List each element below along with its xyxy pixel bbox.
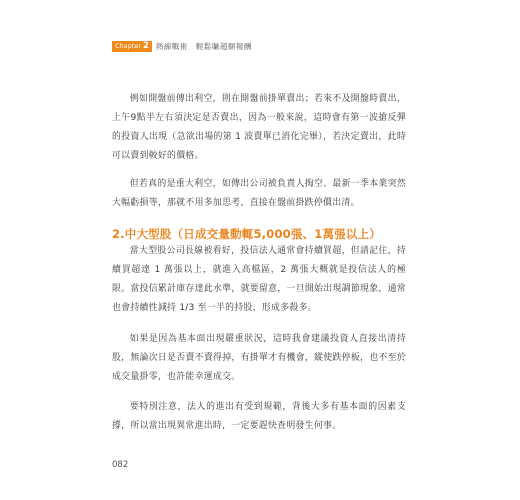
section-heading: 2.中大型股（日成交量動輒5,000張、1萬張以上） xyxy=(112,227,381,241)
running-header xyxy=(112,41,252,52)
chapter-number: 2 xyxy=(143,41,149,51)
chapter-label: Chapter xyxy=(115,42,141,50)
chapter-tag xyxy=(112,41,152,52)
body-paragraph-1: 例如開盤前傳出利空，則在開盤前掛單賣出；若來不及開盤時賣出，上午9點半左右須決定是否賣出，因為一般來說，這時會有第一波搶反彈的投資人出現（急欲出場的第 1 波賣單已消化完畢），若決定賣出，此時可以賣到較好的價格。 xyxy=(112,94,406,161)
body-paragraph-3: 當大型股公司長線被看好，投信法人通常會持續買超，但請記住，持續買超達 1 萬張以上，就進入高檔區，2 萬張大概就是投信法人的極限。當投信累計庫存達此水準，就要留意，一旦開始出現調節現象，通常也會持續性減持 1/3 至一半的持股，形成多殺多。 xyxy=(112,246,406,313)
body-paragraph-2: 但若真的是重大利空，如傳出公司被負責人掏空、最新一季本業突然大幅虧損等，那就不用多加思考，直接在盤前掛跌停價出清。 xyxy=(112,179,406,208)
page-number: 082 xyxy=(112,460,129,470)
body-paragraph-4: 如果是因為基本面出現嚴重狀況，這時我會建議投資人直接出清持股，無論次日是否賣不賣得掉，有掛單才有機會，縱使跌停板，也不至於成交量掛零，也許能幸運成交。 xyxy=(112,334,406,382)
chapter-title: 熱線戰術 輕鬆賺超額報酬 xyxy=(155,42,252,51)
body-paragraph-5: 要特別注意，法人的進出有受到規範，背後大多有基本面的因素支撐，所以當出現異常進出時，一定要趕快查明發生何事。 xyxy=(112,402,406,431)
